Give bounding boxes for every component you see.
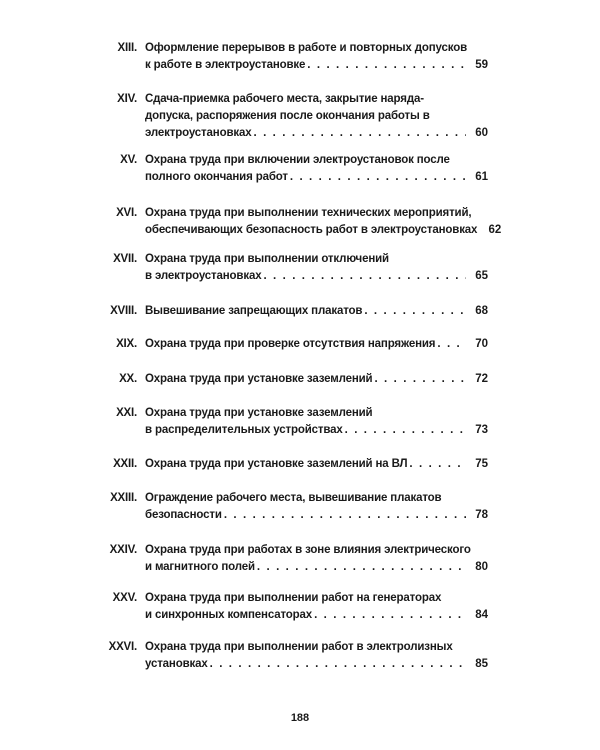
toc-entry-title-line: установках xyxy=(145,658,208,670)
toc-entry-number: XIX. xyxy=(116,338,137,350)
dot-leader xyxy=(224,507,466,524)
toc-entry-number: XVIII. xyxy=(110,305,137,317)
toc-entry-number: XXIII. xyxy=(110,492,137,504)
toc-entry-title-line: Ограждение рабочего места, вывешивание плакатов xyxy=(145,492,442,504)
toc-entry-title-line: обеспечивающих безопасность работ в электроустановках xyxy=(145,224,478,236)
toc-entry-title-line: допуска, распоряжения после окончания работы в xyxy=(145,110,430,122)
toc-entry-title-line: Охрана труда при выполнении работ в электролизных xyxy=(145,641,453,653)
toc-entry-title-line: Вывешивание запрещающих плакатов xyxy=(145,305,363,317)
toc-entry-title-line: Охрана труда при установке заземлений на ВЛ xyxy=(145,458,408,470)
page-number: 188 xyxy=(290,712,310,724)
toc-entry-page: 62 xyxy=(488,224,502,236)
toc-entry-number: XXV. xyxy=(112,592,137,604)
toc-entry-title-line: к работе в электроустановке xyxy=(145,59,306,71)
toc-entry-title-line: электроустановках xyxy=(145,127,252,139)
toc-entry-number: XIV. xyxy=(117,93,137,105)
toc-entry-title-line: и магнитного полей xyxy=(145,561,255,573)
toc-entry-number: XXIV. xyxy=(109,544,137,556)
toc-entry-page: 73 xyxy=(475,424,488,436)
toc-entry-page: 68 xyxy=(475,305,488,317)
toc-entry-number: XIII. xyxy=(117,42,137,54)
dot-leader xyxy=(314,607,466,624)
toc-entry-page: 80 xyxy=(475,561,488,573)
toc-entry-title-line: и синхронных компенсаторах xyxy=(145,609,313,621)
toc-entry-title-line: Оформление перерывов в работе и повторных допусков xyxy=(145,42,467,54)
dot-leader xyxy=(290,169,466,186)
toc-entry-title-line: Охрана труда при выполнении отключений xyxy=(145,253,389,265)
toc-entry-number: XVI. xyxy=(116,207,137,219)
toc-entry-page: 72 xyxy=(475,373,488,385)
toc-entry-page: 61 xyxy=(475,171,488,183)
toc-entry-number: XV. xyxy=(120,154,137,166)
toc-entry-page: 59 xyxy=(475,59,488,71)
toc-entry-number: XX. xyxy=(119,373,137,385)
dot-leader xyxy=(364,303,466,320)
toc-entry-title-line: Охрана труда при работах в зоне влияния электрического xyxy=(145,544,471,556)
dot-leader xyxy=(437,336,466,353)
dot-leader xyxy=(345,422,466,439)
toc-entry-title-line: в распределительных устройствах xyxy=(145,424,343,436)
dot-leader xyxy=(257,559,466,576)
dot-leader xyxy=(409,456,466,473)
toc-entry-page: 78 xyxy=(475,509,488,521)
toc-entry-page: 65 xyxy=(475,270,488,282)
dot-leader xyxy=(307,57,466,74)
dot-leader xyxy=(210,656,466,673)
toc-entry-title-line: Сдача-приемка рабочего места, закрытие наряда- xyxy=(145,93,424,105)
toc-entry-page: 60 xyxy=(475,127,488,139)
toc-entry-title-line: Охрана труда при выполнении технических мероприятий, xyxy=(145,207,472,219)
dot-leader xyxy=(253,125,466,142)
toc-entry-number: XXII. xyxy=(113,458,137,470)
toc-entry-title-line: Охрана труда при выполнении работ на генераторах xyxy=(145,592,442,604)
toc-entry-number: XXVI. xyxy=(108,641,137,653)
toc-entry-number: XVII. xyxy=(113,253,137,265)
toc-entry-title-line: Охрана труда при включении электроустановок после xyxy=(145,154,450,166)
toc-entry-title-line: безопасности xyxy=(145,509,222,521)
toc-entry-title-line: Охрана труда при установке заземлений xyxy=(145,373,373,385)
dot-leader xyxy=(263,268,466,285)
toc-entry-page: 85 xyxy=(475,658,488,670)
toc-entry-page: 84 xyxy=(475,609,488,621)
toc-entry-page: 70 xyxy=(475,338,488,350)
toc-entry-page: 75 xyxy=(475,458,488,470)
toc-entry-title-line: в электроустановках xyxy=(145,270,262,282)
toc-entry-number: XXI. xyxy=(116,407,137,419)
toc-entry-title-line: полного окончания работ xyxy=(145,171,288,183)
dot-leader xyxy=(374,371,466,388)
toc-entry-title-line: Охрана труда при проверке отсутствия напряжения xyxy=(145,338,436,350)
toc-entry-title-line: Охрана труда при установке заземлений xyxy=(145,407,373,419)
